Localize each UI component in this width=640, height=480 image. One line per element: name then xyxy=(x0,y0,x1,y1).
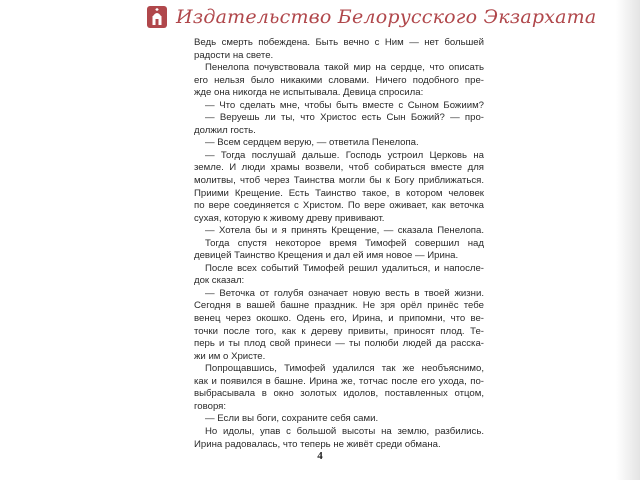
text-line: выбрасывала в окно золотых идолов, поставленных отцом, xyxy=(194,388,484,400)
text-line: точки после того, как к дереву привиты, приносят плод. Те- xyxy=(194,325,484,337)
text-line: как и появился в башне. Ирина же, тотчас после его ухода, по- xyxy=(194,375,484,387)
page-edge-shadow xyxy=(616,0,640,480)
page-header xyxy=(146,4,596,30)
text-line: Сегодня в вашей башне праздник. Не зря орёл принёс тебе xyxy=(194,300,484,312)
text-line: — Хотела бы и я принять Крещение, — сказала Пенелопа. xyxy=(205,225,484,237)
body-text xyxy=(194,37,484,451)
text-line: сухая, которую к живому древу прививают. xyxy=(194,212,385,224)
church-logo-icon xyxy=(146,5,168,29)
text-line: — Веточка от голубя означает новую весть в твоей жизни. xyxy=(205,287,484,299)
text-line: должил гость. xyxy=(194,124,256,136)
text-line: радости на свете. xyxy=(194,49,274,61)
text-line: Ведь смерть побеждена. Быть вечно с Ним — нет большей xyxy=(194,37,484,48)
text-line: земле. И люди храмы возвели, чтоб собираться вместе для xyxy=(194,162,484,174)
text-line: Ирина радовалась, что теперь не живёт среди обмана. xyxy=(194,438,441,450)
text-line: Приими Крещение. Есть Таинство такое, в котором человек xyxy=(194,187,484,199)
text-line: — Всем сердцем верую, — ответила Пенелопа. xyxy=(205,137,419,149)
text-line: жде она никогда не испытывала. Девица спросила: xyxy=(194,87,424,99)
text-line: Тогда спустя некоторое время Тимофей совершил над xyxy=(205,237,484,249)
text-line: — Что сделать мне, чтобы быть вместе с Сыном Божиим? xyxy=(205,99,484,111)
text-line: девицей Таинство Крещения и дал ей имя новое — Ирина. xyxy=(194,250,459,262)
text-line: После всех событий Тимофей решил удалиться, и напосле- xyxy=(205,262,484,274)
text-line: — Тогда послушай дальше. Господь устроил Церковь на xyxy=(205,149,484,161)
text-line: док сказал: xyxy=(194,275,245,287)
text-line: жи им о Христе. xyxy=(194,350,266,362)
text-line: говоря: xyxy=(194,400,227,412)
text-line: его нельзя было никакими словами. Ничего подобного пре- xyxy=(194,74,484,86)
text-line: — Если вы боги, сохраните себя сами. xyxy=(205,413,379,425)
text-line: перь и ты плод свой принеси — ты полюби людей да расска- xyxy=(194,338,484,350)
text-line: Пенелопа почувствовала такой мир на сердце, что описать xyxy=(205,62,484,74)
publisher-title: Издательство Белорусского Экзархата xyxy=(176,6,597,28)
text-line: молитвы, чтоб через Таинства могли бы к Богу приближаться. xyxy=(194,175,484,187)
text-line: по вере соединяется с Христом. По вере оживает, как веточка xyxy=(194,200,484,212)
text-line: — Веруешь ли ты, что Христос есть Сын Божий? — про- xyxy=(205,112,484,124)
text-line: Но идолы, упав с большой высоты на землю, разбились. xyxy=(205,425,484,437)
text-line: венец через окошко. Одень его, Ирина, и припомни, что ве- xyxy=(194,313,484,325)
page-number: 4 xyxy=(317,450,323,462)
text-line: Попрощавшись, Тимофей удалился так же необъяснимо, xyxy=(205,363,484,375)
